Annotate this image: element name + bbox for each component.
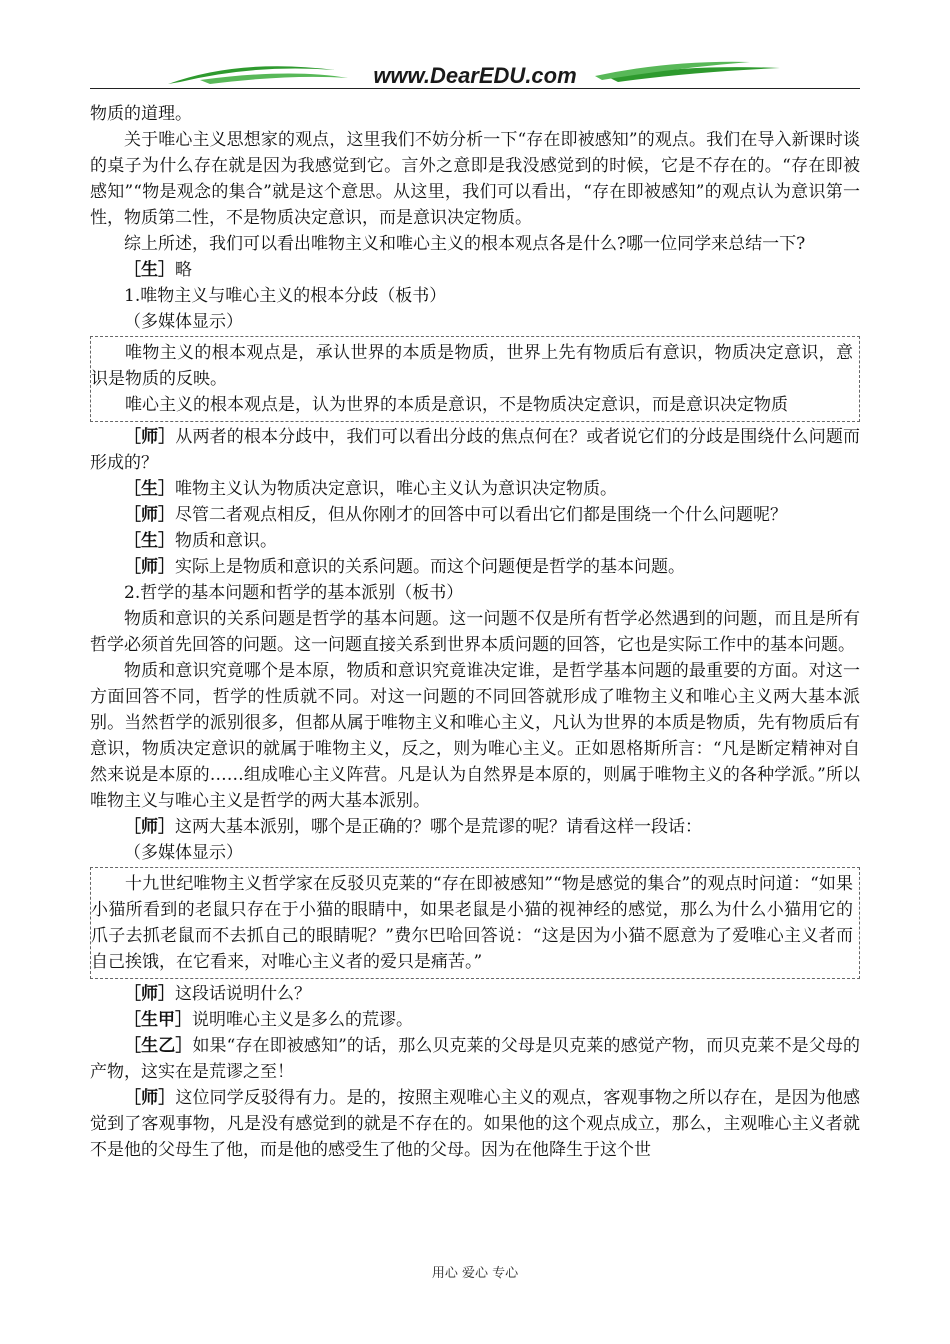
media-note: （多媒体显示） [124, 312, 243, 332]
dialogue-line: ［师］这段话说明什么？ [124, 984, 311, 1004]
dialogue-line: ［师］从两者的根本分歧中，我们可以看出分歧的焦点何在？或者说它们的分歧是围绕什么问题而形成的？ [90, 427, 861, 473]
header-rule [90, 88, 860, 89]
dialogue-line: ［生甲］说明唯心主义是多么的荒谬。 [124, 1010, 413, 1030]
speaker-tag: ［师］ [124, 505, 175, 525]
speaker-tag: ［师］ [124, 1088, 176, 1108]
speaker-tag: ［生］ [124, 531, 175, 551]
site-header-logo [90, 58, 860, 90]
speaker-tag: ［师］ [124, 984, 175, 1004]
speaker-tag: ［生乙］ [124, 1036, 193, 1056]
dialogue-line: ［生］物质和意识。 [124, 531, 277, 551]
dialogue-line: ［生乙］如果“存在即被感知”的话，那么贝克莱的父母是贝克莱的感觉产物，而贝克莱不是父母的产物，这实在是荒谬之至！ [90, 1036, 860, 1082]
section-heading: 1.唯物主义与唯心主义的根本分歧（板书） [124, 286, 447, 306]
dialogue-line: ［师］尽管二者观点相反，但从你刚才的回答中可以看出它们都是围绕一个什么问题呢？ [124, 505, 787, 525]
paragraph: 十九世纪唯物主义哲学家在反驳贝克莱的“存在即被感知”“物是感觉的集合”的观点时问道：“如果小猫所看到的老鼠只存在于小猫的眼睛中，如果老鼠是小猫的视神经的感觉，那么为什么小猫用它的爪子去抓老鼠而不去抓自己的眼睛呢？”费尔巴哈回答说：“这是因为小猫不愿意为了爱唯心主义者而自己挨饿，在它看来，对唯心主义者的爱只是痛苦。” [91, 874, 853, 972]
speaker-tag: ［生］ [124, 479, 175, 499]
dialogue-line: ［生］唯物主义认为物质决定意识，唯心主义认为意识决定物质。 [124, 479, 617, 499]
dialogue-line: ［师］这两大基本派别，哪个是正确的？哪个是荒谬的呢？请看这样一段话： [124, 817, 702, 837]
speaker-tag: ［师］ [124, 817, 175, 837]
speaker-tag: ［师］ [124, 427, 176, 447]
multimedia-box [90, 336, 860, 422]
dialogue-line: ［师］实际上是物质和意识的关系问题。而这个问题便是哲学的基本问题。 [124, 557, 685, 577]
speaker-tag: ［生甲］ [124, 1010, 192, 1030]
paragraph: 唯物主义的根本观点是，承认世界的本质是物质，世界上先有物质后有意识，物质决定意识，意识是物质的反映。 [91, 343, 853, 389]
speaker-tag: ［师］ [124, 557, 175, 577]
speaker-tag: ［生］ [124, 260, 175, 280]
leaf-swoosh-icon [90, 58, 860, 90]
multimedia-box [90, 867, 860, 979]
paragraph: 物质和意识究竟哪个是本原，物质和意识究竟谁决定谁，是哲学基本问题的最重要的方面。对这一方面回答不同，哲学的性质就不同。对这一问题的不同回答就形成了唯物主义和唯心主义两大基本派别。当然哲学的派别很多，但都从属于唯物主义和唯心主义，凡认为世界的本质是物质，先有物质后有意识，物质决定意识的就属于唯物主义，反之，则为唯心主义。正如恩格斯所言：“凡是断定精神对自然来说是本原的……组成唯心主义阵营。凡是认为自然界是本原的，则属于唯物主义的各种学派。”所以唯物主义与唯心主义是哲学的两大基本派别。 [90, 661, 860, 811]
dialogue-line: ［生］略 [124, 260, 192, 280]
paragraph: 综上所述，我们可以看出唯物主义和唯心主义的根本观点各是什么?哪一位同学来总结一下? [124, 234, 806, 254]
page-footer: 用心 爱心 专心 [431, 1266, 519, 1281]
paragraph: 唯心主义的根本观点是，认为世界的本质是意识，不是物质决定意识，而是意识决定物质 [125, 395, 788, 415]
dialogue-line: ［师］这位同学反驳得有力。是的，按照主观唯心主义的观点，客观事物之所以存在，是因为他感觉到了客观事物，凡是没有感觉到的就是不存在的。如果他的这个观点成立，那么，主观唯心主义者就不是他的父母生了他，而是他的感受生了他的父母。因为在他降生于这个世 [90, 1088, 861, 1160]
paragraph: 物质的道理。 [90, 104, 192, 124]
media-note: （多媒体显示） [124, 843, 243, 863]
paragraph: 物质和意识的关系问题是哲学的基本问题。这一问题不仅是所有哲学必然遇到的问题，而且是所有哲学必须首先回答的问题。这一问题直接关系到世界本质问题的回答，它也是实际工作中的基本问题。 [90, 609, 860, 655]
logo-text: www.DearEDU.com [373, 63, 577, 88]
document-body [90, 101, 860, 1163]
section-heading: 2.哲学的基本问题和哲学的基本派别（板书） [124, 583, 464, 603]
paragraph: 关于唯心主义思想家的观点，这里我们不妨分析一下“存在即被感知”的观点。我们在导入新课时谈的桌子为什么存在就是因为我感觉到它。言外之意即是我没感觉到的时候，它是不存在的。“存在即被感知”“物是观念的集合”就是这个意思。从这里，我们可以看出，“存在即被感知”的观点认为意识第一性，物质第二性，不是物质决定意识，而是意识决定物质。 [90, 130, 860, 228]
